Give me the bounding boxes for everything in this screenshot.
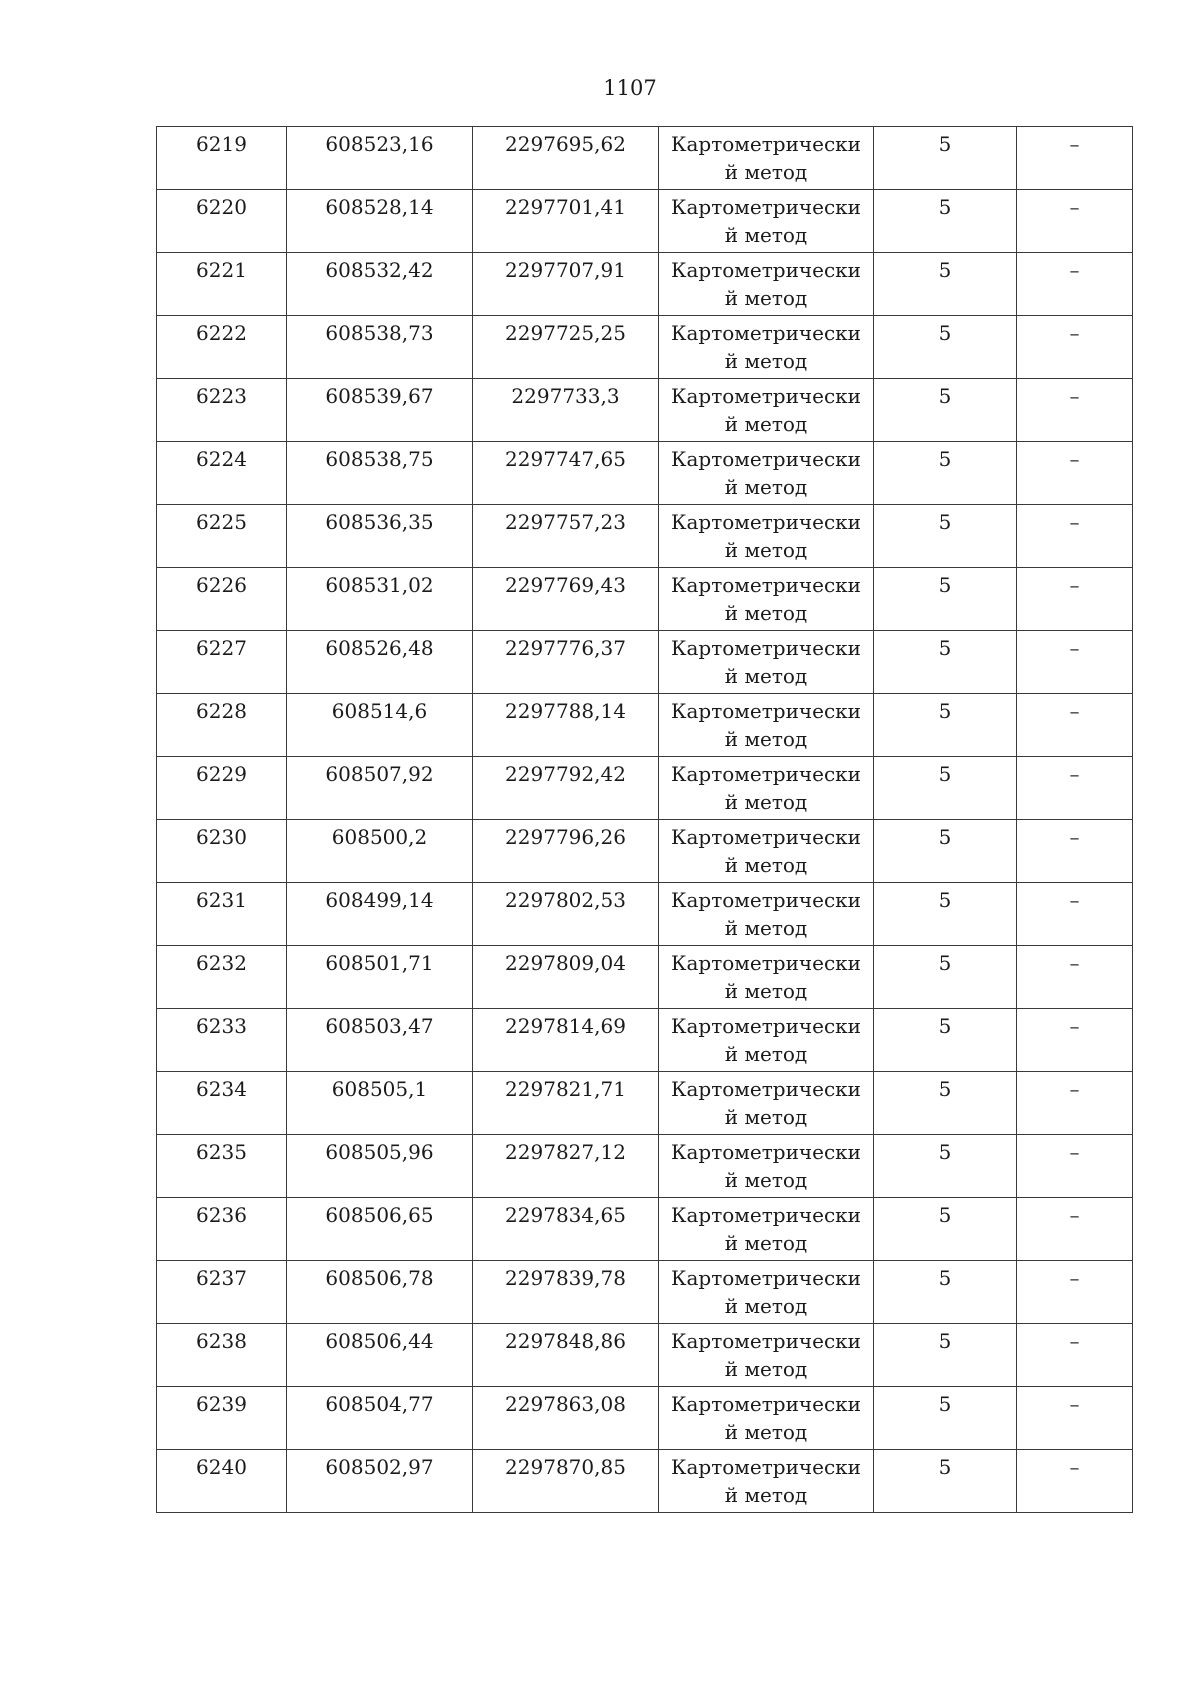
y-coordinate-cell: [473, 1198, 659, 1261]
method-cell: [659, 568, 874, 631]
method-cell: [659, 1324, 874, 1387]
accuracy-cell: [874, 1387, 1017, 1450]
point-number-cell: [157, 1135, 287, 1198]
note-cell-text: –: [1069, 1329, 1080, 1353]
method-cell-text: Картометрический метод: [671, 1266, 861, 1318]
point-number-cell-text: 6239: [196, 1392, 247, 1416]
table-row: [157, 379, 1133, 442]
x-coordinate-cell: [287, 1261, 473, 1324]
x-coordinate-cell-text: 608526,48: [325, 636, 434, 660]
method-cell-text: Картометрический метод: [671, 1077, 861, 1129]
x-coordinate-cell: [287, 505, 473, 568]
method-cell: [659, 1072, 874, 1135]
x-coordinate-cell-text: 608531,02: [325, 573, 434, 597]
method-cell: [659, 1450, 874, 1513]
point-number-cell: [157, 694, 287, 757]
method-cell-text: Картометрический метод: [671, 888, 861, 940]
point-number-cell: [157, 1261, 287, 1324]
note-cell: [1017, 190, 1133, 253]
y-coordinate-cell: [473, 946, 659, 1009]
x-coordinate-cell: [287, 316, 473, 379]
x-coordinate-cell-text: 608538,75: [325, 447, 434, 471]
note-cell: [1017, 1261, 1133, 1324]
method-cell-text: Картометрический метод: [671, 384, 861, 436]
x-coordinate-cell-text: 608505,1: [331, 1077, 428, 1101]
method-cell: [659, 1009, 874, 1072]
page-number: 1107: [603, 76, 657, 100]
y-coordinate-cell: [473, 379, 659, 442]
y-coordinate-cell-text: 2297839,78: [505, 1266, 626, 1290]
point-number-cell: [157, 505, 287, 568]
y-coordinate-cell: [473, 253, 659, 316]
method-cell: [659, 820, 874, 883]
method-cell: [659, 442, 874, 505]
accuracy-cell-text: 5: [938, 258, 952, 282]
table-row: [157, 253, 1133, 316]
accuracy-cell-text: 5: [938, 1455, 952, 1479]
note-cell: [1017, 1009, 1133, 1072]
x-coordinate-cell: [287, 442, 473, 505]
x-coordinate-cell-text: 608499,14: [325, 888, 434, 912]
accuracy-cell-text: 5: [938, 699, 952, 723]
table-row: [157, 1261, 1133, 1324]
point-number-cell: [157, 316, 287, 379]
x-coordinate-cell-text: 608504,77: [325, 1392, 434, 1416]
accuracy-cell: [874, 1135, 1017, 1198]
point-number-cell: [157, 1450, 287, 1513]
point-number-cell: [157, 568, 287, 631]
y-coordinate-cell-text: 2297792,42: [505, 762, 626, 786]
method-cell: [659, 1261, 874, 1324]
accuracy-cell: [874, 1072, 1017, 1135]
accuracy-cell-text: 5: [938, 573, 952, 597]
method-cell: [659, 379, 874, 442]
accuracy-cell: [874, 694, 1017, 757]
accuracy-cell-text: 5: [938, 825, 952, 849]
y-coordinate-cell: [473, 883, 659, 946]
y-coordinate-cell-text: 2297802,53: [505, 888, 626, 912]
note-cell: [1017, 505, 1133, 568]
note-cell: [1017, 694, 1133, 757]
x-coordinate-cell: [287, 757, 473, 820]
x-coordinate-cell-text: 608539,67: [325, 384, 434, 408]
x-coordinate-cell-text: 608514,6: [331, 699, 428, 723]
note-cell: [1017, 1387, 1133, 1450]
note-cell: [1017, 442, 1133, 505]
y-coordinate-cell: [473, 190, 659, 253]
x-coordinate-cell-text: 608503,47: [325, 1014, 434, 1038]
y-coordinate-cell: [473, 442, 659, 505]
accuracy-cell-text: 5: [938, 1077, 952, 1101]
x-coordinate-cell-text: 608523,16: [325, 132, 434, 156]
x-coordinate-cell-text: 608506,65: [325, 1203, 434, 1227]
point-number-cell-text: 6222: [196, 321, 247, 345]
accuracy-cell: [874, 190, 1017, 253]
method-cell: [659, 883, 874, 946]
point-number-cell: [157, 820, 287, 883]
point-number-cell: [157, 1009, 287, 1072]
x-coordinate-cell: [287, 820, 473, 883]
method-cell: [659, 505, 874, 568]
y-coordinate-cell: [473, 127, 659, 190]
point-number-cell-text: 6232: [196, 951, 247, 975]
x-coordinate-cell: [287, 694, 473, 757]
note-cell-text: –: [1069, 384, 1080, 408]
note-cell-text: –: [1069, 447, 1080, 471]
accuracy-cell: [874, 379, 1017, 442]
x-coordinate-cell-text: 608506,44: [325, 1329, 434, 1353]
x-coordinate-cell: [287, 190, 473, 253]
method-cell: [659, 1135, 874, 1198]
y-coordinate-cell-text: 2297769,43: [505, 573, 626, 597]
note-cell: [1017, 1450, 1133, 1513]
method-cell-text: Картометрический метод: [671, 1329, 861, 1381]
accuracy-cell-text: 5: [938, 384, 952, 408]
method-cell-text: Картометрический метод: [671, 951, 861, 1003]
method-cell-text: Картометрический метод: [671, 447, 861, 499]
accuracy-cell-text: 5: [938, 321, 952, 345]
point-number-cell: [157, 379, 287, 442]
table-row: [157, 694, 1133, 757]
table-row: [157, 1198, 1133, 1261]
accuracy-cell-text: 5: [938, 132, 952, 156]
accuracy-cell: [874, 1198, 1017, 1261]
point-number-cell-text: 6221: [196, 258, 247, 282]
note-cell: [1017, 820, 1133, 883]
x-coordinate-cell-text: 608538,73: [325, 321, 434, 345]
x-coordinate-cell-text: 608501,71: [325, 951, 434, 975]
note-cell-text: –: [1069, 510, 1080, 534]
note-cell: [1017, 316, 1133, 379]
method-cell: [659, 631, 874, 694]
table-row: [157, 946, 1133, 1009]
note-cell-text: –: [1069, 1203, 1080, 1227]
x-coordinate-cell: [287, 1324, 473, 1387]
y-coordinate-cell-text: 2297821,71: [505, 1077, 626, 1101]
coordinates-table-body: [157, 127, 1133, 1513]
note-cell-text: –: [1069, 636, 1080, 660]
method-cell-text: Картометрический метод: [671, 699, 861, 751]
x-coordinate-cell: [287, 568, 473, 631]
note-cell: [1017, 568, 1133, 631]
accuracy-cell: [874, 316, 1017, 379]
accuracy-cell-text: 5: [938, 510, 952, 534]
table-row: [157, 631, 1133, 694]
point-number-cell-text: 6219: [196, 132, 247, 156]
y-coordinate-cell: [473, 631, 659, 694]
point-number-cell-text: 6238: [196, 1329, 247, 1353]
accuracy-cell-text: 5: [938, 1140, 952, 1164]
point-number-cell-text: 6225: [196, 510, 247, 534]
point-number-cell: [157, 631, 287, 694]
accuracy-cell-text: 5: [938, 1392, 952, 1416]
method-cell: [659, 1198, 874, 1261]
point-number-cell-text: 6224: [196, 447, 247, 471]
note-cell-text: –: [1069, 573, 1080, 597]
y-coordinate-cell: [473, 1324, 659, 1387]
y-coordinate-cell: [473, 1072, 659, 1135]
note-cell-text: –: [1069, 762, 1080, 786]
note-cell: [1017, 946, 1133, 1009]
x-coordinate-cell: [287, 1387, 473, 1450]
point-number-cell-text: 6223: [196, 384, 247, 408]
note-cell: [1017, 127, 1133, 190]
table-row: [157, 1324, 1133, 1387]
x-coordinate-cell-text: 608507,92: [325, 762, 434, 786]
point-number-cell: [157, 1324, 287, 1387]
note-cell: [1017, 1324, 1133, 1387]
accuracy-cell-text: 5: [938, 195, 952, 219]
point-number-cell: [157, 757, 287, 820]
point-number-cell-text: 6236: [196, 1203, 247, 1227]
method-cell: [659, 190, 874, 253]
note-cell: [1017, 1135, 1133, 1198]
point-number-cell: [157, 442, 287, 505]
x-coordinate-cell-text: 608528,14: [325, 195, 434, 219]
accuracy-cell: [874, 757, 1017, 820]
point-number-cell-text: 6233: [196, 1014, 247, 1038]
y-coordinate-cell: [473, 568, 659, 631]
table-row: [157, 1450, 1133, 1513]
y-coordinate-cell: [473, 1450, 659, 1513]
note-cell-text: –: [1069, 1077, 1080, 1101]
table-row: [157, 1135, 1133, 1198]
y-coordinate-cell-text: 2297809,04: [505, 951, 626, 975]
note-cell-text: –: [1069, 1455, 1080, 1479]
x-coordinate-cell-text: 608500,2: [331, 825, 428, 849]
point-number-cell-text: 6234: [196, 1077, 247, 1101]
point-number-cell: [157, 1387, 287, 1450]
y-coordinate-cell-text: 2297863,08: [505, 1392, 626, 1416]
x-coordinate-cell: [287, 1135, 473, 1198]
accuracy-cell-text: 5: [938, 1266, 952, 1290]
x-coordinate-cell: [287, 253, 473, 316]
point-number-cell: [157, 883, 287, 946]
note-cell: [1017, 1198, 1133, 1261]
coordinates-table: [156, 126, 1133, 1513]
x-coordinate-cell: [287, 379, 473, 442]
y-coordinate-cell-text: 2297707,91: [505, 258, 626, 282]
method-cell: [659, 946, 874, 1009]
point-number-cell-text: 6228: [196, 699, 247, 723]
y-coordinate-cell: [473, 1261, 659, 1324]
table-row: [157, 127, 1133, 190]
note-cell-text: –: [1069, 951, 1080, 975]
x-coordinate-cell: [287, 1450, 473, 1513]
note-cell-text: –: [1069, 321, 1080, 345]
y-coordinate-cell-text: 2297747,65: [505, 447, 626, 471]
y-coordinate-cell: [473, 1135, 659, 1198]
method-cell-text: Картометрический метод: [671, 762, 861, 814]
y-coordinate-cell: [473, 694, 659, 757]
method-cell-text: Картометрический метод: [671, 1014, 861, 1066]
accuracy-cell-text: 5: [938, 888, 952, 912]
y-coordinate-cell-text: 2297788,14: [505, 699, 626, 723]
x-coordinate-cell-text: 608536,35: [325, 510, 434, 534]
method-cell-text: Картометрический метод: [671, 1140, 861, 1192]
y-coordinate-cell-text: 2297834,65: [505, 1203, 626, 1227]
note-cell-text: –: [1069, 1014, 1080, 1038]
method-cell: [659, 127, 874, 190]
y-coordinate-cell-text: 2297695,62: [505, 132, 626, 156]
note-cell: [1017, 883, 1133, 946]
note-cell: [1017, 1072, 1133, 1135]
note-cell-text: –: [1069, 132, 1080, 156]
method-cell: [659, 253, 874, 316]
accuracy-cell: [874, 820, 1017, 883]
note-cell-text: –: [1069, 699, 1080, 723]
note-cell-text: –: [1069, 1392, 1080, 1416]
x-coordinate-cell: [287, 1009, 473, 1072]
point-number-cell-text: 6226: [196, 573, 247, 597]
x-coordinate-cell: [287, 1198, 473, 1261]
method-cell-text: Картометрический метод: [671, 573, 861, 625]
x-coordinate-cell-text: 608532,42: [325, 258, 434, 282]
x-coordinate-cell-text: 608502,97: [325, 1455, 434, 1479]
point-number-cell-text: 6231: [196, 888, 247, 912]
y-coordinate-cell: [473, 1387, 659, 1450]
point-number-cell-text: 6220: [196, 195, 247, 219]
method-cell-text: Картометрический метод: [671, 1392, 861, 1444]
y-coordinate-cell: [473, 316, 659, 379]
method-cell-text: Картометрический метод: [671, 510, 861, 562]
y-coordinate-cell: [473, 1009, 659, 1072]
y-coordinate-cell-text: 2297725,25: [505, 321, 626, 345]
accuracy-cell: [874, 1261, 1017, 1324]
y-coordinate-cell-text: 2297870,85: [505, 1455, 626, 1479]
table-row: [157, 757, 1133, 820]
accuracy-cell: [874, 568, 1017, 631]
note-cell: [1017, 379, 1133, 442]
point-number-cell: [157, 190, 287, 253]
table-row: [157, 820, 1133, 883]
x-coordinate-cell-text: 608505,96: [325, 1140, 434, 1164]
x-coordinate-cell: [287, 1072, 473, 1135]
method-cell: [659, 694, 874, 757]
table-row: [157, 1072, 1133, 1135]
method-cell-text: Картометрический метод: [671, 1203, 861, 1255]
accuracy-cell: [874, 1324, 1017, 1387]
accuracy-cell-text: 5: [938, 636, 952, 660]
point-number-cell-text: 6230: [196, 825, 247, 849]
method-cell-text: Картометрический метод: [671, 132, 861, 184]
table-row: [157, 316, 1133, 379]
accuracy-cell: [874, 631, 1017, 694]
table-row: [157, 190, 1133, 253]
x-coordinate-cell-text: 608506,78: [325, 1266, 434, 1290]
y-coordinate-cell-text: 2297814,69: [505, 1014, 626, 1038]
point-number-cell: [157, 946, 287, 1009]
note-cell-text: –: [1069, 1140, 1080, 1164]
accuracy-cell: [874, 505, 1017, 568]
note-cell-text: –: [1069, 888, 1080, 912]
method-cell-text: Картометрический метод: [671, 258, 861, 310]
accuracy-cell: [874, 1009, 1017, 1072]
note-cell-text: –: [1069, 825, 1080, 849]
method-cell-text: Картометрический метод: [671, 825, 861, 877]
table-row: [157, 505, 1133, 568]
accuracy-cell-text: 5: [938, 951, 952, 975]
point-number-cell-text: 6229: [196, 762, 247, 786]
note-cell: [1017, 757, 1133, 820]
y-coordinate-cell: [473, 505, 659, 568]
accuracy-cell-text: 5: [938, 1014, 952, 1038]
note-cell: [1017, 253, 1133, 316]
y-coordinate-cell: [473, 757, 659, 820]
method-cell-text: Картометрический метод: [671, 321, 861, 373]
note-cell: [1017, 631, 1133, 694]
y-coordinate-cell-text: 2297796,26: [505, 825, 626, 849]
note-cell-text: –: [1069, 258, 1080, 282]
x-coordinate-cell: [287, 631, 473, 694]
accuracy-cell: [874, 946, 1017, 1009]
method-cell-text: Картометрический метод: [671, 1455, 861, 1507]
y-coordinate-cell-text: 2297848,86: [505, 1329, 626, 1353]
y-coordinate-cell-text: 2297776,37: [505, 636, 626, 660]
point-number-cell: [157, 253, 287, 316]
point-number-cell-text: 6227: [196, 636, 247, 660]
table-row: [157, 883, 1133, 946]
point-number-cell: [157, 1072, 287, 1135]
method-cell: [659, 757, 874, 820]
x-coordinate-cell: [287, 127, 473, 190]
accuracy-cell: [874, 442, 1017, 505]
note-cell-text: –: [1069, 195, 1080, 219]
point-number-cell-text: 6240: [196, 1455, 247, 1479]
accuracy-cell-text: 5: [938, 1203, 952, 1227]
point-number-cell: [157, 127, 287, 190]
y-coordinate-cell-text: 2297733,3: [511, 384, 620, 408]
table-row: [157, 442, 1133, 505]
accuracy-cell: [874, 127, 1017, 190]
table-row: [157, 1387, 1133, 1450]
point-number-cell-text: 6235: [196, 1140, 247, 1164]
y-coordinate-cell-text: 2297701,41: [505, 195, 626, 219]
note-cell-text: –: [1069, 1266, 1080, 1290]
accuracy-cell: [874, 1450, 1017, 1513]
point-number-cell: [157, 1198, 287, 1261]
table-row: [157, 1009, 1133, 1072]
method-cell-text: Картометрический метод: [671, 195, 861, 247]
accuracy-cell-text: 5: [938, 447, 952, 471]
accuracy-cell: [874, 253, 1017, 316]
point-number-cell-text: 6237: [196, 1266, 247, 1290]
method-cell: [659, 316, 874, 379]
accuracy-cell-text: 5: [938, 1329, 952, 1353]
method-cell-text: Картометрический метод: [671, 636, 861, 688]
y-coordinate-cell-text: 2297827,12: [505, 1140, 626, 1164]
y-coordinate-cell-text: 2297757,23: [505, 510, 626, 534]
accuracy-cell: [874, 883, 1017, 946]
y-coordinate-cell: [473, 820, 659, 883]
x-coordinate-cell: [287, 883, 473, 946]
table-row: [157, 568, 1133, 631]
accuracy-cell-text: 5: [938, 762, 952, 786]
method-cell: [659, 1387, 874, 1450]
x-coordinate-cell: [287, 946, 473, 1009]
